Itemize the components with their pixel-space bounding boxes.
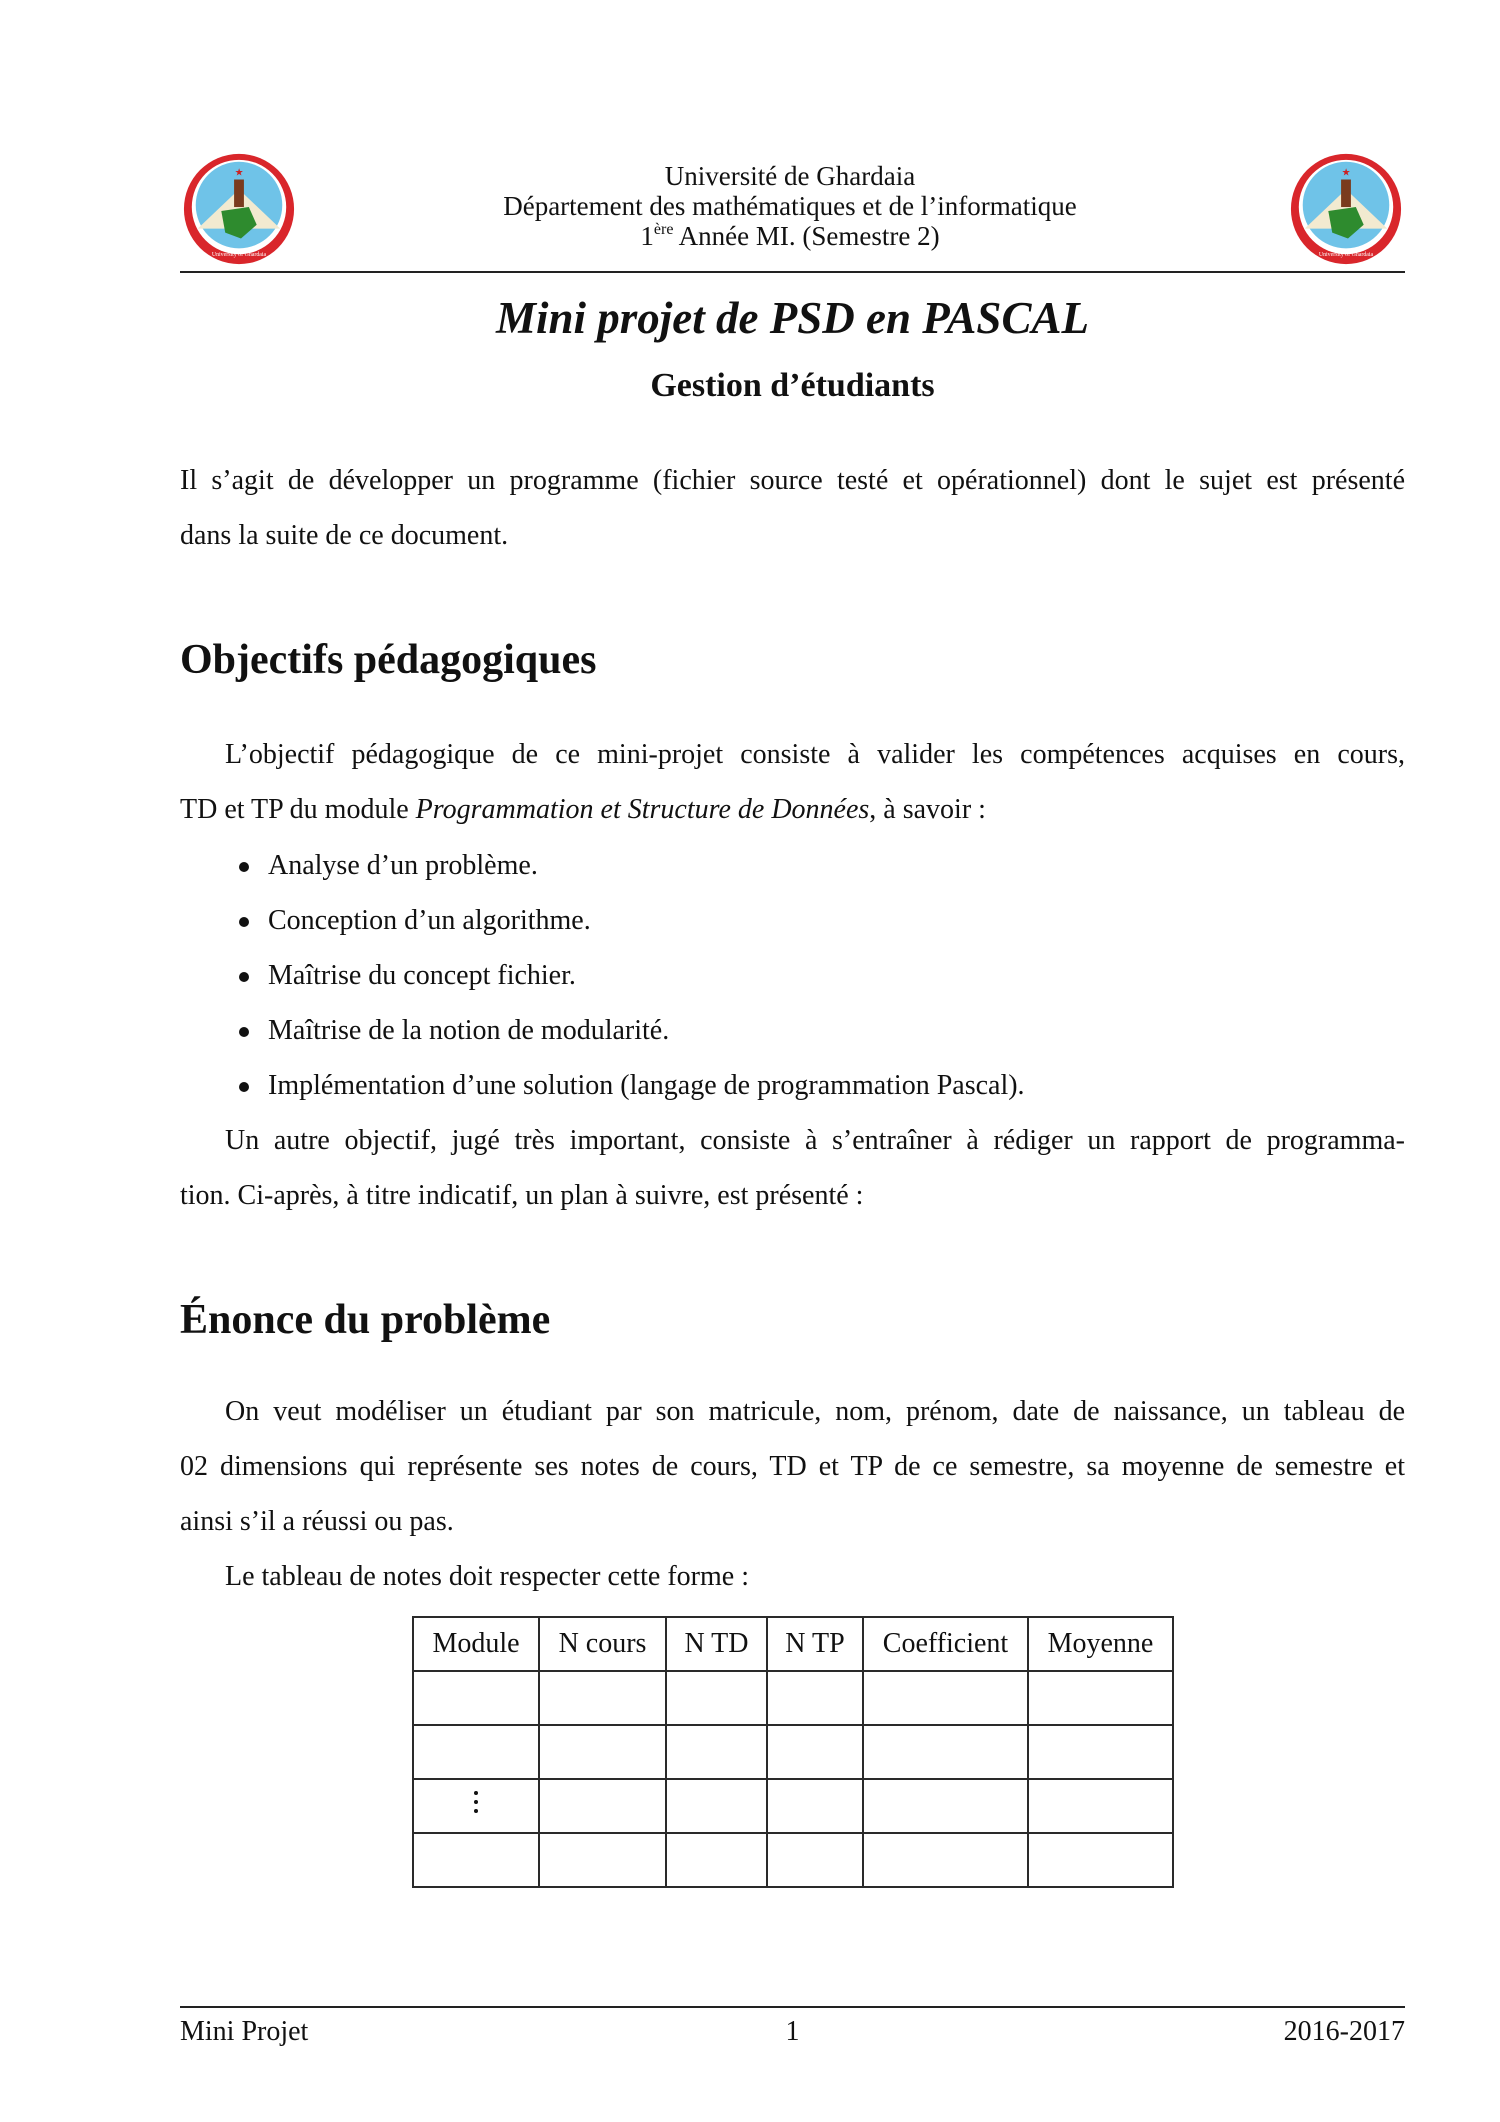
svg-text:★: ★ [234, 167, 244, 179]
department-name: Département des mathématiques et de l’informatique [503, 191, 1077, 221]
header-block [300, 161, 1280, 251]
objectifs-line: tion. Ci-après, à titre indicatif, un plan à suivre, est présenté : [180, 1180, 864, 1211]
table-cell [1028, 1725, 1173, 1779]
list-item-text: Conception d’un algorithme. [268, 905, 591, 936]
intro-line: Il s’agit de développer un programme (fichier source testé et opérationnel) dont le sujet est présenté [180, 465, 1405, 496]
list-item-text: Maîtrise de la notion de modularité. [268, 1015, 670, 1046]
list-item [232, 1058, 1025, 1113]
list-item [232, 893, 1025, 948]
table-cell [539, 1725, 666, 1779]
footer-left-text: Mini Projet [180, 2016, 309, 2047]
objectifs-paragraph [180, 727, 1405, 837]
table-cell [767, 1779, 863, 1833]
intro-paragraph [180, 453, 1405, 563]
section-heading-objectifs: Objectifs pédagogiques [180, 637, 597, 683]
svg-text:University of Ghardaia: University of Ghardaia [1318, 252, 1374, 259]
column-header: N TP [767, 1617, 863, 1671]
table-cell [666, 1725, 767, 1779]
table-row [413, 1833, 1173, 1887]
list-item-text: Analyse d’un problème. [268, 850, 538, 881]
table-cell [767, 1671, 863, 1725]
university-logo-left [180, 150, 298, 268]
column-header: N cours [539, 1617, 666, 1671]
table-cell [1028, 1779, 1173, 1833]
enonce-paragraph [180, 1384, 1405, 1604]
page-number: 1 [785, 2016, 800, 2047]
bullet-icon [239, 1082, 249, 1092]
table-cell [863, 1833, 1028, 1887]
list-item-text: Maîtrise du concept fichier. [268, 960, 576, 991]
table-cell [539, 1779, 666, 1833]
university-name: Université de Ghardaia [664, 161, 916, 191]
objectives-list [232, 838, 1025, 1113]
vertical-ellipsis-icon [473, 1786, 479, 1818]
header-rule [180, 271, 1405, 273]
bullet-icon [239, 972, 249, 982]
section-heading-enonce: Énonce du problème [180, 1297, 551, 1343]
list-item [232, 838, 1025, 893]
table-cell [666, 1671, 767, 1725]
table-cell [863, 1779, 1028, 1833]
list-item [232, 948, 1025, 1003]
bullet-icon [239, 1027, 249, 1037]
year-line [300, 221, 1280, 251]
year-number: 1 [640, 221, 654, 251]
table-cell [413, 1833, 539, 1887]
table-cell [539, 1671, 666, 1725]
table-cell [767, 1833, 863, 1887]
document-subtitle: Gestion d’étudiants [650, 367, 935, 404]
module-name: Programmation et Structure de Données [415, 794, 870, 825]
bullet-icon [239, 862, 249, 872]
objectifs-line: L’objectif pédagogique de ce mini-projet consiste à valider les compétences acquises en cours, [225, 739, 1405, 770]
enonce-line: 02 dimensions qui représente ses notes de cours, TD et TP de ce semestre, sa moyenne de semestre et [180, 1451, 1405, 1482]
table-cell [1028, 1833, 1173, 1887]
grades-table [412, 1616, 1174, 1888]
bullet-icon [239, 917, 249, 927]
table-cell [767, 1725, 863, 1779]
table-cell [666, 1833, 767, 1887]
document-title: Mini projet de PSD en PASCAL [496, 293, 1089, 343]
column-header: Coefficient [863, 1617, 1028, 1671]
table-cell [863, 1671, 1028, 1725]
table-row [413, 1725, 1173, 1779]
svg-text:★: ★ [1341, 167, 1351, 179]
table-cell [666, 1779, 767, 1833]
text-run: TD et TP du module [180, 794, 416, 825]
table-cell [539, 1833, 666, 1887]
objectifs-paragraph-2 [180, 1113, 1405, 1223]
footer-rule [180, 2006, 1405, 2008]
table-row [413, 1671, 1173, 1725]
list-item-text: Implémentation d’une solution (langage de programmation Pascal). [268, 1070, 1025, 1101]
enonce-line: On veut modéliser un étudiant par son matricule, nom, prénom, date de naissance, un tableau de [225, 1396, 1405, 1427]
enonce-line: ainsi s’il a réussi ou pas. [180, 1506, 454, 1537]
table-cell [863, 1725, 1028, 1779]
objectifs-line: Un autre objectif, jugé très important, consiste à s’entraîner à rédiger un rapport de programma- [225, 1125, 1405, 1156]
year-superscript: ère [653, 221, 674, 238]
table-row [413, 1779, 1173, 1833]
column-header: Module [413, 1617, 539, 1671]
university-logo-right [1287, 150, 1405, 268]
column-header: N TD [666, 1617, 767, 1671]
list-item [232, 1003, 1025, 1058]
table-header-row [413, 1617, 1173, 1671]
table-cell-ellipsis [413, 1779, 539, 1833]
table-cell [413, 1725, 539, 1779]
enonce-line: Le tableau de notes doit respecter cette forme : [225, 1561, 749, 1592]
objectifs-line [180, 782, 1405, 837]
year-rest: Année MI. (Semestre 2) [673, 221, 940, 251]
intro-line: dans la suite de ce document. [180, 520, 509, 551]
table-cell [413, 1671, 539, 1725]
text-run: , à savoir : [869, 794, 986, 825]
column-header: Moyenne [1028, 1617, 1173, 1671]
svg-text:University of Ghardaia: University of Ghardaia [211, 252, 267, 259]
table-cell [1028, 1671, 1173, 1725]
footer-year: 2016-2017 [1283, 2016, 1405, 2047]
